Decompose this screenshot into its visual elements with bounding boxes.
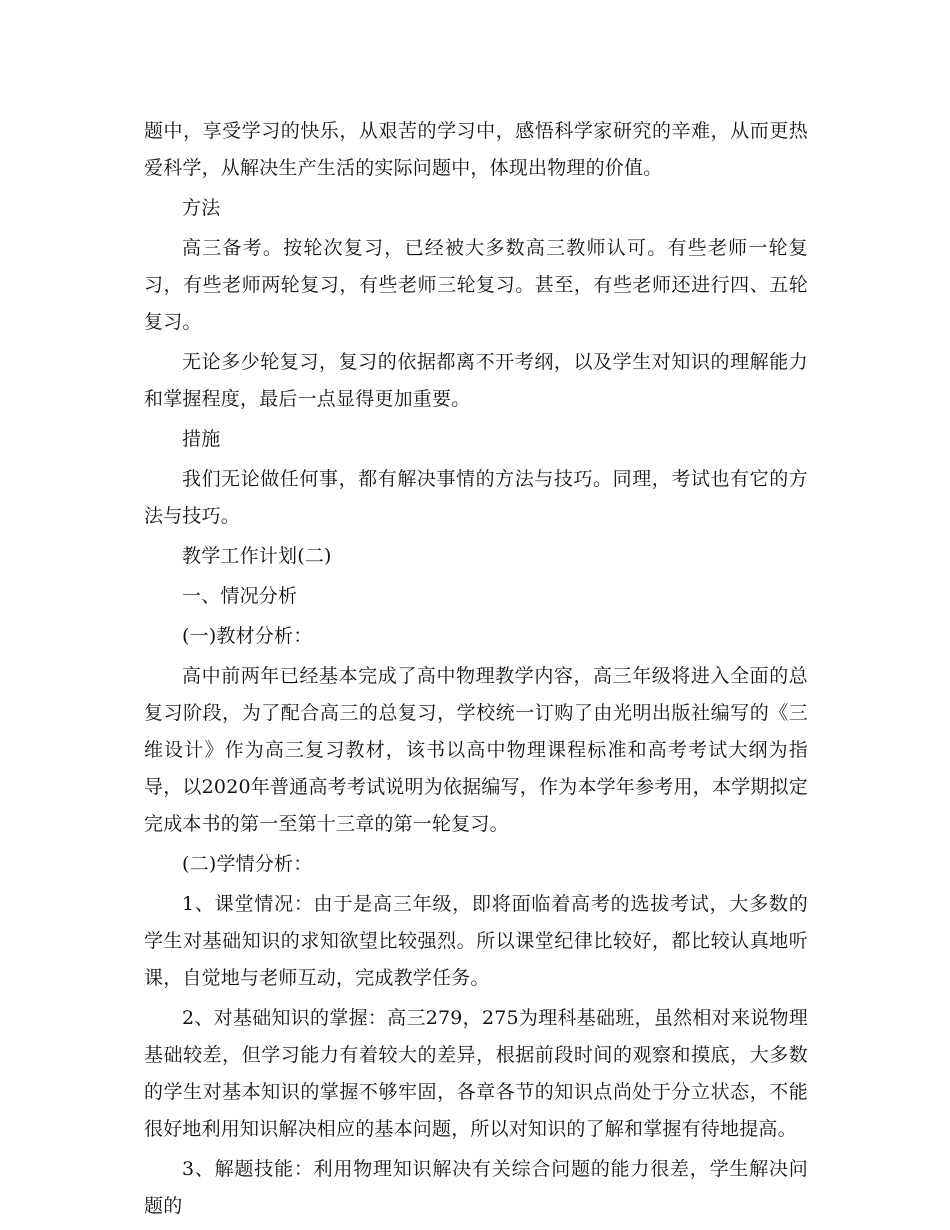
- paragraph: 2、对基础知识的掌握：高三279，275为理科基础班，虽然相对来说物理基础较差，但学习能力有着较大的差异，根据前段时间的观察和摸底，大多数的学生对基本知识的掌握不够牢固，各章各节的知识点尚处于分立状态，不能很好地利用知识解决相应的基本问题，所以对知识的了解和掌握有待地提高。: [144, 1007, 808, 1140]
- subsection-heading-textbook: (一)教材分析：: [182, 625, 313, 647]
- paragraph: 高中前两年已经基本完成了高中物理教学内容，高三年级将进入全面的总复习阶段，为了配合高三的总复习，学校统一订购了由光明出版社编写的《三维设计》作为高三复习教材，该书以高中物理课程标准和高考考试大纲为指导，以2020年普通高考考试说明为依据编写，作为本学年参考用，本学期拟定完成本书的第一至第十三章的第一轮复习。: [144, 665, 808, 835]
- section-title-plan-two: 教学工作计划(二): [182, 545, 332, 567]
- paragraph: 我们无论做任何事，都有解决事情的方法与技巧。同理，考试也有它的方法与技巧。: [144, 468, 808, 527]
- paragraph: 1、课堂情况：由于是高三年级，即将面临着高考的选拔考试，大多数的学生对基础知识的求知欲望比较强烈。所以课堂纪律比较好，都比较认真地听课，自觉地与老师互动，完成教学任务。: [144, 893, 808, 989]
- paragraph: 无论多少轮复习，复习的依据都离不开考纲，以及学生对知识的理解能力和掌握程度，最后一点显得更加重要。: [144, 351, 808, 410]
- paragraph: 高三备考。按轮次复习，已经被大多数高三教师认可。有些老师一轮复习，有些老师两轮复习，有些老师三轮复习。甚至，有些老师还进行四、五轮复习。: [144, 237, 808, 333]
- paragraph: 题中，享受学习的快乐，从艰苦的学习中，感悟科学家研究的辛难，从而更热爱科学，从解决生产生活的实际问题中，体现出物理的价值。: [144, 120, 808, 179]
- section-heading-measures: 措施: [182, 428, 221, 450]
- subsection-heading-students: (二)学情分析：: [182, 853, 313, 875]
- section-heading-method: 方法: [182, 197, 221, 219]
- document-body: [144, 113, 808, 1228]
- section-heading-situation: 一、情况分析: [182, 585, 298, 607]
- paragraph: 3、解题技能：利用物理知识解决有关综合问题的能力很差，学生解决问题的: [144, 1158, 808, 1217]
